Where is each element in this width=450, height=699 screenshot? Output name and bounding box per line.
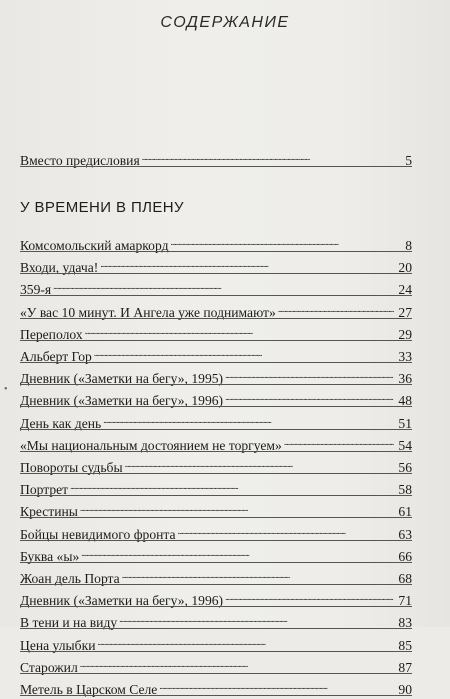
toc-entry-label: Дневник («Заметки на бегу», 1995) [20, 371, 224, 386]
toc-entry-page: 8 [405, 238, 412, 253]
toc-entry [20, 299, 412, 320]
dot-leader [119, 609, 394, 627]
toc-entry [20, 632, 412, 653]
toc-entry [20, 543, 412, 564]
toc-entry [20, 365, 412, 386]
dot-leader [103, 410, 394, 428]
toc-entry-page: 24 [398, 282, 412, 297]
dot-leader [97, 632, 394, 650]
dot-leader [284, 432, 395, 450]
page-blemish: • [4, 384, 8, 395]
entry-underline [20, 673, 412, 674]
toc-entry-label: Портрет [20, 482, 69, 497]
toc-entry-label: Дневник («Заметки на бегу», 1996) [20, 593, 224, 608]
dot-leader [278, 299, 395, 317]
entry-underline [20, 251, 412, 252]
dot-leader [70, 476, 394, 494]
toc-entry-label: Цена улыбки [20, 638, 96, 653]
toc-entry-label: Вместо предисловия [20, 153, 140, 168]
dot-leader [94, 343, 395, 361]
dot-leader [225, 365, 394, 383]
dot-leader [80, 654, 395, 672]
dot-leader [80, 498, 395, 516]
entry-underline [20, 451, 412, 452]
toc-entry-label: Входи, удача! [20, 260, 99, 275]
section-heading: У ВРЕМЕНИ В ПЛЕНУ [20, 199, 184, 216]
toc-entry [20, 454, 412, 475]
toc-entry [20, 476, 412, 497]
entry-underline [20, 340, 412, 341]
toc-entry-label: Крестины [20, 504, 78, 519]
toc-entry [20, 654, 412, 675]
entry-underline [20, 540, 412, 541]
toc-entry-page: 33 [398, 349, 412, 364]
toc-entry [20, 387, 412, 408]
entry-underline [20, 473, 412, 474]
entry-underline [20, 166, 412, 167]
toc-entry-label: В тени и на виду [20, 615, 118, 630]
dot-leader [122, 565, 395, 583]
entry-underline [20, 384, 412, 385]
page-title: СОДЕРЖАНИЕ [160, 14, 290, 31]
entry-underline [20, 273, 412, 274]
toc-entry-page: 85 [398, 638, 412, 653]
toc-entry [20, 609, 412, 630]
dot-leader [225, 587, 394, 605]
entry-underline [20, 495, 412, 496]
toc-entry [20, 565, 412, 586]
dot-leader [85, 321, 395, 339]
toc-entry-label: «У вас 10 минут. И Ангела уже поднимают» [20, 305, 276, 320]
toc-entry-label: Жоан дель Порта [20, 571, 120, 586]
toc-entry-label: Переполох [20, 327, 83, 342]
toc-entry-page: 90 [398, 682, 412, 697]
entry-underline [20, 517, 412, 518]
toc-entry-page: 71 [398, 593, 412, 608]
entry-underline [20, 606, 412, 607]
toc-entry-page: 56 [398, 460, 412, 475]
dot-leader [171, 232, 402, 250]
entry-underline [20, 651, 412, 652]
toc-entry-page: 63 [398, 527, 412, 542]
dot-leader [100, 254, 394, 272]
entry-underline [20, 318, 412, 319]
toc-entry [20, 321, 412, 342]
entry-underline [20, 429, 412, 430]
toc-entry [20, 498, 412, 519]
entry-underline [20, 628, 412, 629]
toc-entry [20, 432, 412, 453]
toc-entry [20, 276, 412, 297]
toc-entry-page: 58 [398, 482, 412, 497]
entry-underline [20, 362, 412, 363]
toc-entry-page: 48 [398, 393, 412, 408]
toc-entry-page: 83 [398, 615, 412, 630]
toc-entry-page: 36 [398, 371, 412, 386]
toc-entry-page: 27 [398, 305, 412, 320]
toc-entry-label: Бойцы невидимого фронта [20, 527, 176, 542]
toc-entry-label: День как день [20, 416, 102, 431]
toc-entry [20, 676, 412, 697]
dot-leader [225, 387, 394, 405]
toc-entry-page: 51 [398, 416, 412, 431]
dot-leader [142, 147, 401, 165]
toc-entry [20, 587, 412, 608]
toc-entry-page: 20 [398, 260, 412, 275]
entry-underline [20, 562, 412, 563]
dot-leader [81, 543, 394, 561]
toc-entry [20, 521, 412, 542]
toc-entry-page: 54 [398, 438, 412, 453]
toc-entry-label: Метель в Царском Селе [20, 682, 158, 697]
entry-underline [20, 695, 412, 696]
toc-entry-label: Повороты судьбы [20, 460, 123, 475]
toc-entry-label: Дневник («Заметки на бегу», 1996) [20, 393, 224, 408]
toc-entry-label: Комсомольский амаркорд [20, 238, 169, 253]
toc-entry-label: 359-я [20, 282, 52, 297]
toc-entry-page: 87 [398, 660, 412, 675]
toc-entry-label: Буква «ы» [20, 549, 80, 564]
toc-entry [20, 343, 412, 364]
toc-entry-page: 29 [398, 327, 412, 342]
toc-entry-page: 61 [398, 504, 412, 519]
entry-underline [20, 406, 412, 407]
toc-entry-page: 5 [405, 153, 412, 168]
dot-leader [178, 521, 395, 539]
toc-entry [20, 254, 412, 275]
toc-entry [20, 232, 412, 253]
dot-leader [53, 276, 394, 294]
toc-entry-label: Старожил [20, 660, 78, 675]
toc-entry-label: Альберт Гор [20, 349, 92, 364]
toc-entry-page: 66 [398, 549, 412, 564]
dot-leader [159, 676, 394, 694]
toc-entry-label: «Мы национальным достоянием не торгуем» [20, 438, 282, 453]
toc-entry-preface [20, 147, 412, 168]
toc-entry [20, 410, 412, 431]
entry-underline [20, 295, 412, 296]
dot-leader [125, 454, 395, 472]
toc-entry-page: 68 [398, 571, 412, 586]
entry-underline [20, 584, 412, 585]
